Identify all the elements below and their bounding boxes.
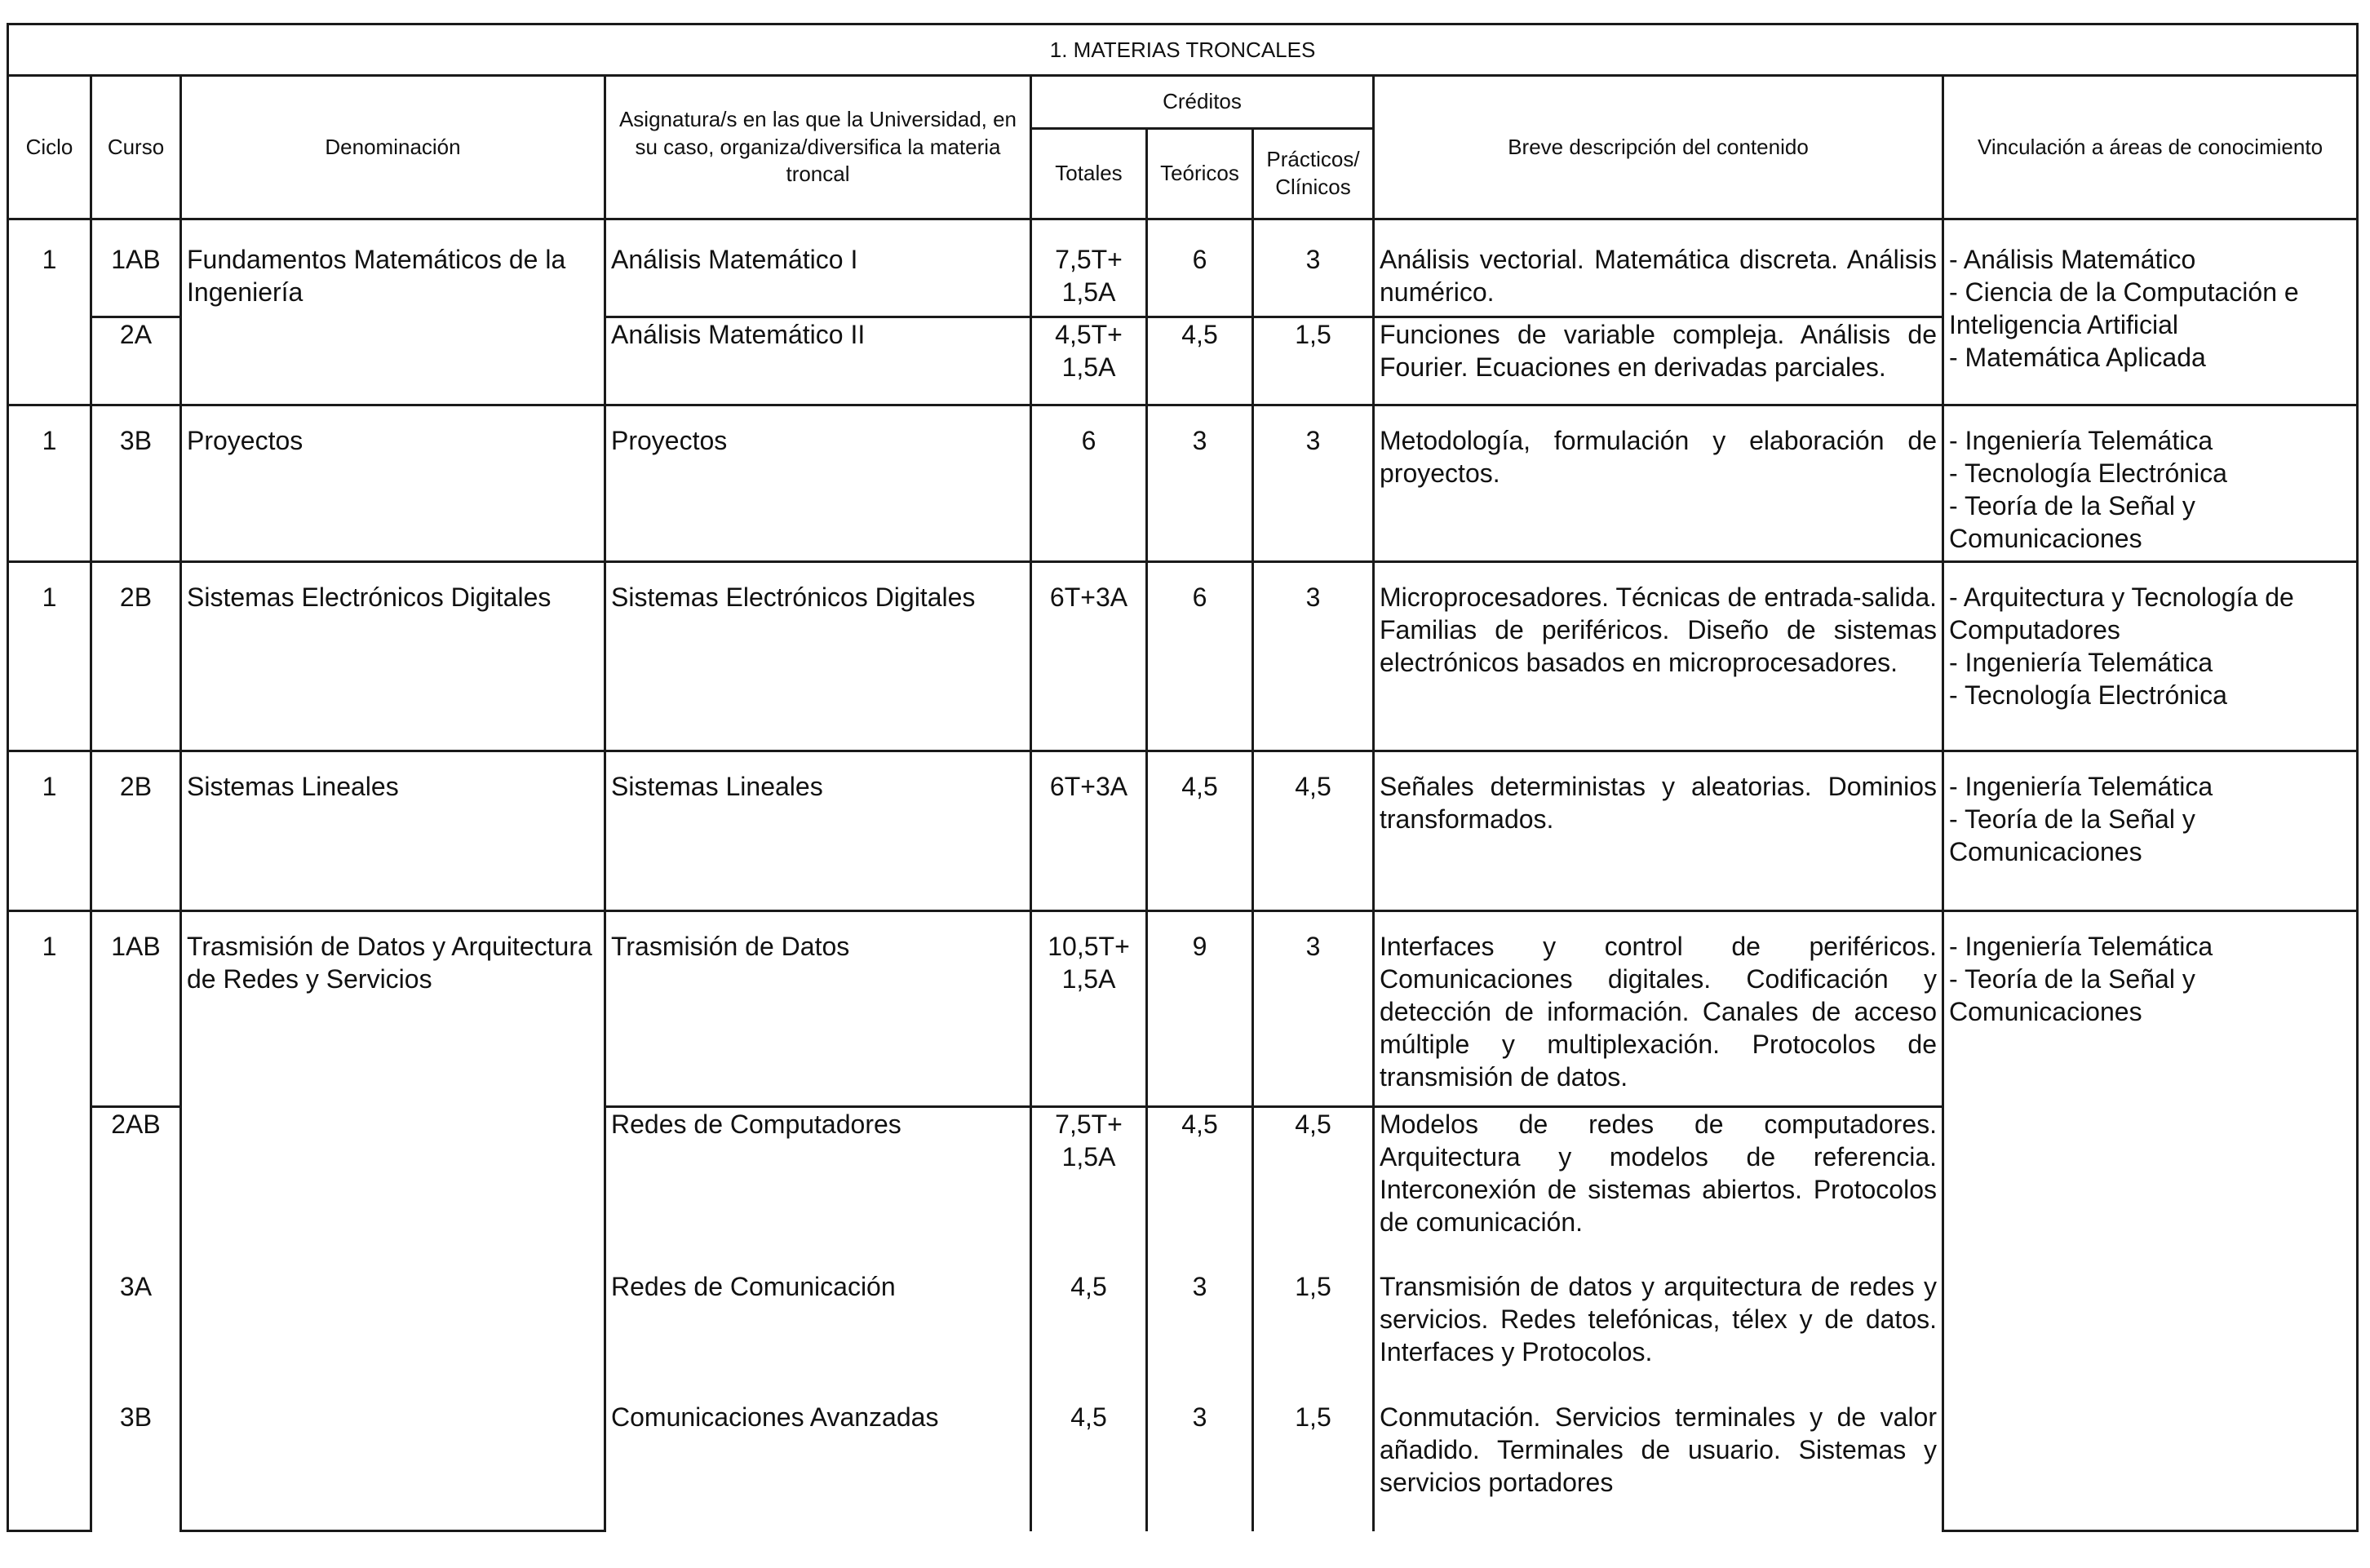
cell-curso: 1AB <box>91 911 181 1107</box>
cell-practicos: 4,5 <box>1253 751 1374 911</box>
cell-practicos: 1,5 <box>1253 1270 1374 1401</box>
document-page <box>7 23 2356 1532</box>
cell-descripcion: Transmisión de datos y arquitectura de redes y servicios. Redes telefónicas, télex y de datos. Interfaces y Protocolos. <box>1374 1270 1943 1401</box>
cell-teoricos: 3 <box>1147 1401 1253 1531</box>
table-row <box>8 562 2358 751</box>
cell-asignatura: Redes de Comunicación <box>605 1270 1031 1401</box>
cell-practicos: 1,5 <box>1253 317 1374 405</box>
cell-curso: 2B <box>91 562 181 751</box>
cell-asignatura: Comunicaciones Avanzadas <box>605 1401 1031 1531</box>
cell-descripcion: Funciones de variable compleja. Análisis de Fourier. Ecuaciones en derivadas parciales. <box>1374 317 1943 405</box>
area-item: - Ciencia de la Computación e Inteligencia Artificial <box>1949 277 2299 339</box>
cell-curso: 2AB <box>91 1107 181 1270</box>
cell-curso: 1AB <box>91 219 181 317</box>
cell-vinculacion <box>1943 911 2358 1531</box>
cell-denominacion: Trasmisión de Datos y Arquitectura de Redes y Servicios <box>181 911 605 1531</box>
cell-ciclo: 1 <box>8 911 91 1531</box>
area-item: - Teoría de la Señal y Comunicaciones <box>1949 804 2195 866</box>
cell-totales: 4,5 <box>1031 1270 1147 1401</box>
header-denominacion: Denominación <box>181 76 605 219</box>
cell-denominacion: Sistemas Electrónicos Digitales <box>181 562 605 751</box>
area-item: - Teoría de la Señal y Comunicaciones <box>1949 964 2195 1026</box>
cell-practicos: 3 <box>1253 405 1374 562</box>
header-teoricos: Teóricos <box>1147 129 1253 219</box>
cell-teoricos: 4,5 <box>1147 1107 1253 1270</box>
cell-ciclo: 1 <box>8 751 91 911</box>
cell-asignatura: Análisis Matemático II <box>605 317 1031 405</box>
area-item: - Análisis Matemático <box>1949 245 2196 274</box>
area-item: - Matemática Aplicada <box>1949 343 2206 372</box>
cell-teoricos: 3 <box>1147 1270 1253 1401</box>
area-item: - Ingeniería Telemática <box>1949 426 2213 455</box>
header-curso: Curso <box>91 76 181 219</box>
header-totales: Totales <box>1031 129 1147 219</box>
cell-totales: 4,5 <box>1031 1401 1147 1531</box>
cell-totales: 7,5T+ 1,5A <box>1031 219 1147 317</box>
table-row <box>8 405 2358 562</box>
cell-asignatura: Redes de Computadores <box>605 1107 1031 1270</box>
cell-practicos: 1,5 <box>1253 1401 1374 1531</box>
cell-denominacion: Proyectos <box>181 405 605 562</box>
cell-curso: 2A <box>91 317 181 405</box>
header-vinculacion: Vinculación a áreas de conocimiento <box>1943 76 2358 219</box>
cell-practicos: 4,5 <box>1253 1107 1374 1270</box>
cell-vinculacion <box>1943 405 2358 562</box>
header-ciclo: Ciclo <box>8 76 91 219</box>
area-item: - Ingeniería Telemática <box>1949 648 2213 677</box>
cell-asignatura: Proyectos <box>605 405 1031 562</box>
cell-vinculacion <box>1943 562 2358 751</box>
cell-teoricos: 4,5 <box>1147 317 1253 405</box>
cell-curso: 2B <box>91 751 181 911</box>
cell-asignatura: Trasmisión de Datos <box>605 911 1031 1107</box>
cell-totales: 4,5T+ 1,5A <box>1031 317 1147 405</box>
header-creditos: Créditos <box>1031 76 1374 129</box>
area-item: - Ingeniería Telemática <box>1949 932 2213 961</box>
header-descripcion: Breve descripción del contenido <box>1374 76 1943 219</box>
cell-denominacion: Fundamentos Matemáticos de la Ingeniería <box>181 219 605 405</box>
cell-asignatura: Análisis Matemático I <box>605 219 1031 317</box>
cell-vinculacion <box>1943 219 2358 405</box>
cell-descripcion: Metodología, formulación y elaboración de proyectos. <box>1374 405 1943 562</box>
area-item: - Tecnología Electrónica <box>1949 458 2227 488</box>
area-item: - Teoría de la Señal y Comunicaciones <box>1949 491 2195 553</box>
cell-descripcion: Análisis vectorial. Matemática discreta. Análisis numérico. <box>1374 219 1943 317</box>
cell-teoricos: 6 <box>1147 562 1253 751</box>
cell-asignatura: Sistemas Lineales <box>605 751 1031 911</box>
area-item: - Arquitectura y Tecnología de Computadores <box>1949 582 2294 644</box>
cell-practicos: 3 <box>1253 911 1374 1107</box>
cell-vinculacion <box>1943 751 2358 911</box>
table-row <box>8 911 2358 1107</box>
table-row <box>8 219 2358 317</box>
cell-totales: 6T+3A <box>1031 751 1147 911</box>
header-practicos: Prácticos/ Clínicos <box>1253 129 1374 219</box>
cell-practicos: 3 <box>1253 219 1374 317</box>
cell-totales: 6 <box>1031 405 1147 562</box>
cell-curso: 3A <box>91 1270 181 1401</box>
cell-asignatura: Sistemas Electrónicos Digitales <box>605 562 1031 751</box>
cell-ciclo: 1 <box>8 219 91 405</box>
area-item: - Tecnología Electrónica <box>1949 680 2227 710</box>
table-row <box>8 751 2358 911</box>
cell-descripcion: Interfaces y control de periféricos. Comunicaciones digitales. Codificación y detección de información. Canales de acceso múltiple y multiplexación. Protocolos de transmisión de datos. <box>1374 911 1943 1107</box>
area-item: - Ingeniería Telemática <box>1949 772 2213 801</box>
cell-totales: 10,5T+ 1,5A <box>1031 911 1147 1107</box>
cell-teoricos: 6 <box>1147 219 1253 317</box>
cell-totales: 7,5T+ 1,5A <box>1031 1107 1147 1270</box>
cell-totales: 6T+3A <box>1031 562 1147 751</box>
materias-troncales-table <box>7 23 2359 1532</box>
cell-teoricos: 3 <box>1147 405 1253 562</box>
cell-curso: 3B <box>91 405 181 562</box>
cell-descripcion: Modelos de redes de computadores. Arquitectura y modelos de referencia. Interconexión de sistemas abiertos. Protocolos de comunicación. <box>1374 1107 1943 1270</box>
cell-practicos: 3 <box>1253 562 1374 751</box>
cell-descripcion: Microprocesadores. Técnicas de entrada-salida. Familias de periféricos. Diseño de sistemas electrónicos basados en microprocesadores. <box>1374 562 1943 751</box>
cell-descripcion: Conmutación. Servicios terminales y de valor añadido. Terminales de usuario. Sistemas y servicios portadores <box>1374 1401 1943 1531</box>
cell-ciclo: 1 <box>8 405 91 562</box>
cell-denominacion: Sistemas Lineales <box>181 751 605 911</box>
header-asignaturas: Asignatura/s en las que la Universidad, en su caso, organiza/diversifica la materia troncal <box>605 76 1031 219</box>
cell-ciclo: 1 <box>8 562 91 751</box>
cell-teoricos: 4,5 <box>1147 751 1253 911</box>
cell-descripcion: Señales deterministas y aleatorias. Dominios transformados. <box>1374 751 1943 911</box>
cell-curso: 3B <box>91 1401 181 1531</box>
cell-teoricos: 9 <box>1147 911 1253 1107</box>
table-title: 1. MATERIAS TRONCALES <box>8 24 2358 76</box>
